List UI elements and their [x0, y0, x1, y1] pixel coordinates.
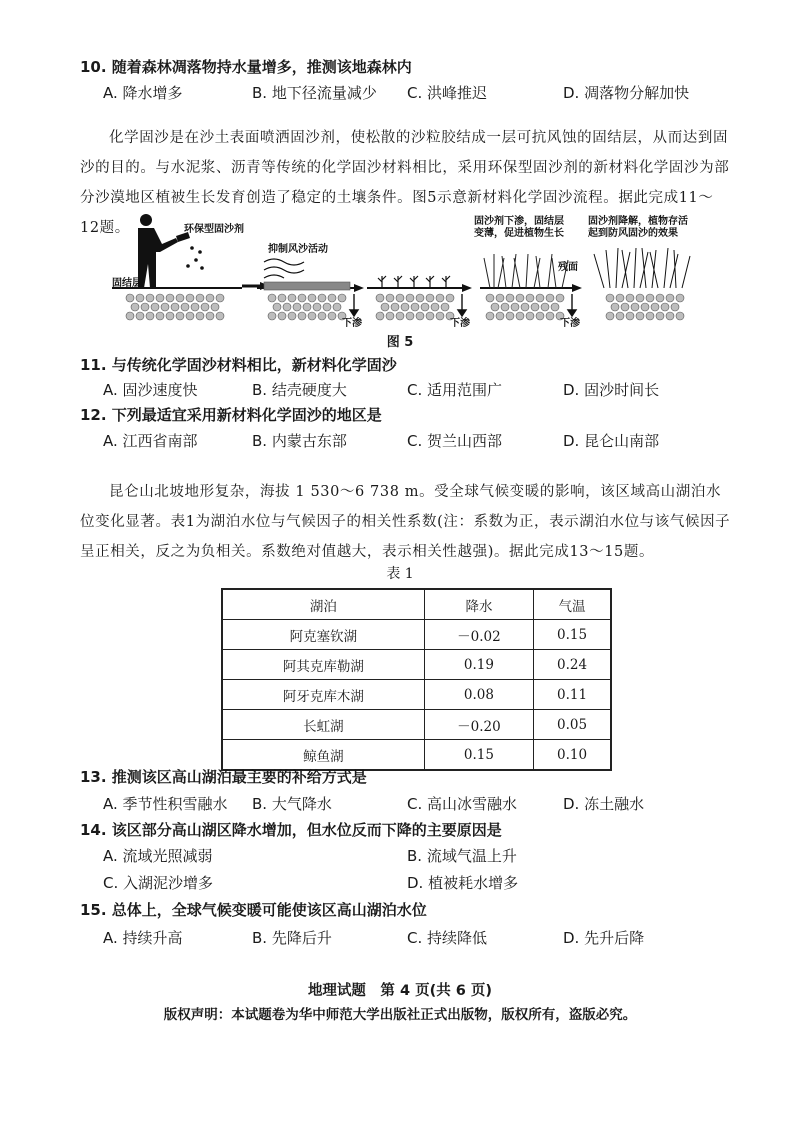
label-stage4-line2: 起到防风固沙的效果 — [588, 228, 678, 239]
temp-value: 0.05 — [534, 710, 611, 740]
grass-icon — [484, 254, 568, 288]
figure-5-diagram — [92, 212, 716, 328]
q15-option-d[interactable]: D. 先升后降 — [563, 929, 645, 947]
table-1-caption: 表 1 — [386, 566, 414, 582]
dense-grass-icon — [594, 248, 690, 288]
question-15-stem: 15. 总体上，全球气候变暖可能使该区高山湖泊水位 — [80, 901, 427, 919]
q10-option-b[interactable]: B. 地下径流量减少 — [252, 84, 377, 102]
passage-sand-fixation: 化学固沙是在沙土表面喷洒固沙剂，使松散的沙粒胶结成一层可抗风蚀的固结层，从而达到固沙的目的。与水泥浆、沥青等传统的化学固沙材料相比，采用环保型固沙剂的新材料化学固沙为部分沙漠地区植被生长发育创造了稳定的土壤条件。图5示意新材料化学固沙流程。据此完成11～12题。 — [80, 130, 730, 236]
precip-value: 0.19 — [424, 650, 533, 680]
header-precip: 降水 — [424, 589, 533, 620]
lake-name: 阿牙克库木湖 — [222, 680, 424, 710]
figure-5-caption: 图 5 — [386, 335, 414, 350]
temp-value: 0.10 — [534, 740, 611, 771]
lake-name: 长虹湖 — [222, 710, 424, 740]
q12-option-c[interactable]: C. 贺兰山西部 — [407, 432, 503, 450]
q14-option-c[interactable]: C. 入湖泥沙增多 — [103, 874, 214, 892]
precip-value: 0.15 — [424, 740, 533, 771]
q13-option-d[interactable]: D. 冻土融水 — [563, 795, 645, 813]
precip-value: －0.02 — [424, 620, 533, 650]
sprouts-icon — [378, 276, 450, 288]
q12-option-a[interactable]: A. 江西省南部 — [103, 432, 198, 450]
temp-value: 0.15 — [534, 620, 611, 650]
lake-name: 阿其克库勒湖 — [222, 650, 424, 680]
q15-option-c[interactable]: C. 持续降低 — [407, 929, 488, 947]
label-suppress: 抑制风沙活动 — [268, 244, 328, 255]
q14-option-b[interactable]: B. 流域气温上升 — [407, 847, 517, 865]
soil-block-5 — [606, 294, 684, 320]
question-13-stem: 13. 推测该区高山湖泊最主要的补给方式是 — [80, 768, 367, 786]
q15-option-a[interactable]: A. 持续升高 — [103, 929, 183, 947]
copyright-notice: 版权声明：本试题卷为华中师范大学出版社正式出版物，版权所有，盗版必究。 — [163, 1007, 637, 1023]
label-seep-3: 下渗 — [560, 318, 580, 328]
label-crust-part: 残面 — [558, 262, 578, 273]
header-temp: 气温 — [534, 589, 611, 620]
q15-option-b[interactable]: B. 先降后升 — [252, 929, 332, 947]
soil-block-1 — [126, 294, 224, 320]
q13-option-a[interactable]: A. 季节性积雪融水 — [103, 795, 228, 813]
table-header-row — [222, 589, 611, 620]
label-agent: 环保型固沙剂 — [184, 224, 244, 235]
wind-arrows-icon — [264, 259, 304, 278]
table-row — [222, 620, 611, 650]
q10-option-c[interactable]: C. 洪峰推迟 — [407, 84, 488, 102]
label-stage3-line1: 固沙剂下渗，固结层 — [474, 216, 564, 227]
precip-value: 0.08 — [424, 680, 533, 710]
question-12-stem: 12. 下列最适宜采用新材料化学固沙的地区是 — [80, 406, 382, 424]
soil-block-3 — [376, 294, 454, 320]
label-stage3-line2: 变薄，促进植物生长 — [474, 228, 564, 239]
page-footer: 地理试题 第 4 页(共 6 页) — [307, 983, 493, 999]
q11-option-b[interactable]: B. 结壳硬度大 — [252, 381, 347, 399]
soil-block-2 — [264, 282, 350, 320]
table-row — [222, 710, 611, 740]
label-seep-2: 下渗 — [450, 318, 470, 328]
lake-name: 鲸鱼湖 — [222, 740, 424, 771]
label-seep-1: 下渗 — [342, 318, 362, 328]
table-row — [222, 650, 611, 680]
q12-option-d[interactable]: D. 昆仑山南部 — [563, 432, 660, 450]
q11-option-c[interactable]: C. 适用范围广 — [407, 381, 503, 399]
question-10-stem: 10. 随着森林凋落物持水量增多，推测该地森林内 — [80, 58, 412, 76]
q11-option-a[interactable]: A. 固沙速度快 — [103, 381, 198, 399]
temp-value: 0.24 — [534, 650, 611, 680]
question-11-stem: 11. 与传统化学固沙材料相比，新材料化学固沙 — [80, 356, 397, 374]
soil-block-4 — [486, 294, 564, 320]
table-1 — [221, 588, 612, 771]
q13-option-c[interactable]: C. 高山冰雪融水 — [407, 795, 518, 813]
q10-option-a[interactable]: A. 降水增多 — [103, 84, 183, 102]
label-crust: 固结层 — [112, 278, 142, 289]
passage-kunlun: 昆仑山北坡地形复杂，海拔 1 530～6 738 m。受全球气候变暖的影响，该区域高山湖泊水位变化显著。表1为湖泊水位与气候因子的相关性系数(注：系数为正，表示湖泊水位与该气候因子呈正相关，反之为负相关。系数绝对值越大，表示相关性越强)。据此完成13～15题。 — [80, 484, 731, 560]
q11-option-d[interactable]: D. 固沙时间长 — [563, 381, 660, 399]
q13-option-b[interactable]: B. 大气降水 — [252, 795, 332, 813]
table-row — [222, 680, 611, 710]
precip-value: －0.20 — [424, 710, 533, 740]
q14-option-a[interactable]: A. 流域光照减弱 — [103, 847, 213, 865]
label-stage4-line1: 固沙剂降解，植物存活 — [588, 216, 688, 227]
q12-option-b[interactable]: B. 内蒙古东部 — [252, 432, 347, 450]
q14-option-d[interactable]: D. 植被耗水增多 — [407, 874, 519, 892]
temp-value: 0.11 — [534, 680, 611, 710]
header-lake: 湖泊 — [222, 589, 424, 620]
q10-option-d[interactable]: D. 凋落物分解加快 — [563, 84, 690, 102]
lake-name: 阿克塞钦湖 — [222, 620, 424, 650]
question-14-stem: 14. 该区部分高山湖区降水增加，但水位反而下降的主要原因是 — [80, 821, 502, 839]
